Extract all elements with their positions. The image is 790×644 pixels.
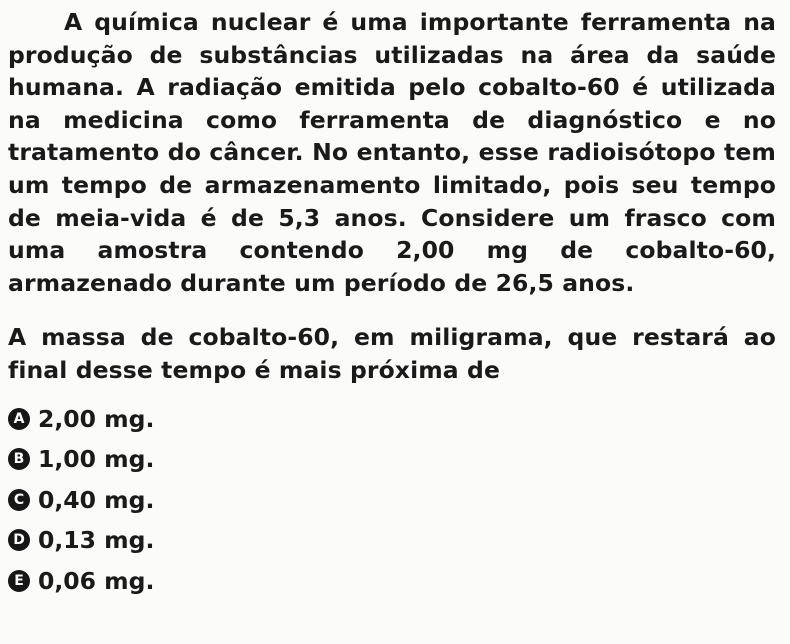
option-b-letter-icon: B: [8, 448, 30, 470]
option-d-letter-icon: D: [8, 529, 30, 551]
option-c[interactable]: [8, 480, 776, 521]
option-c-letter-icon: C: [8, 489, 30, 511]
statement-paragraph: A química nuclear é uma importante ferramenta na produção de substâncias utilizadas na área da saúde humana. A radiação emitida pelo cobalto-60 é utilizada na medicina como ferramenta de diagnóstico e no tratamento do câncer. No entanto, esse radioisótopo tem um tempo de armazenamento limitado, pois seu tempo de meia-vida é de 5,3 anos. Considere um frasco com uma amostra contendo 2,00 mg de cobalto-60, armazenado durante um período de 26,5 anos.: [8, 8, 776, 297]
option-b[interactable]: [8, 439, 776, 480]
option-a-letter-icon: A: [8, 408, 30, 430]
option-a-text: 2,00 mg.: [38, 404, 155, 433]
option-c-text: 0,40 mg.: [38, 485, 155, 514]
option-e[interactable]: [8, 561, 776, 602]
option-a[interactable]: [8, 399, 776, 440]
option-b-text: 1,00 mg.: [38, 445, 155, 474]
option-d-text: 0,13 mg.: [38, 526, 155, 555]
question-prompt: A massa de cobalto-60, em miligrama, que restará ao final desse tempo é mais próxima de: [8, 323, 776, 384]
option-d[interactable]: [8, 520, 776, 561]
option-e-text: 0,06 mg.: [38, 566, 155, 595]
option-e-letter-icon: E: [8, 570, 30, 592]
answer-options-list: [8, 399, 776, 602]
